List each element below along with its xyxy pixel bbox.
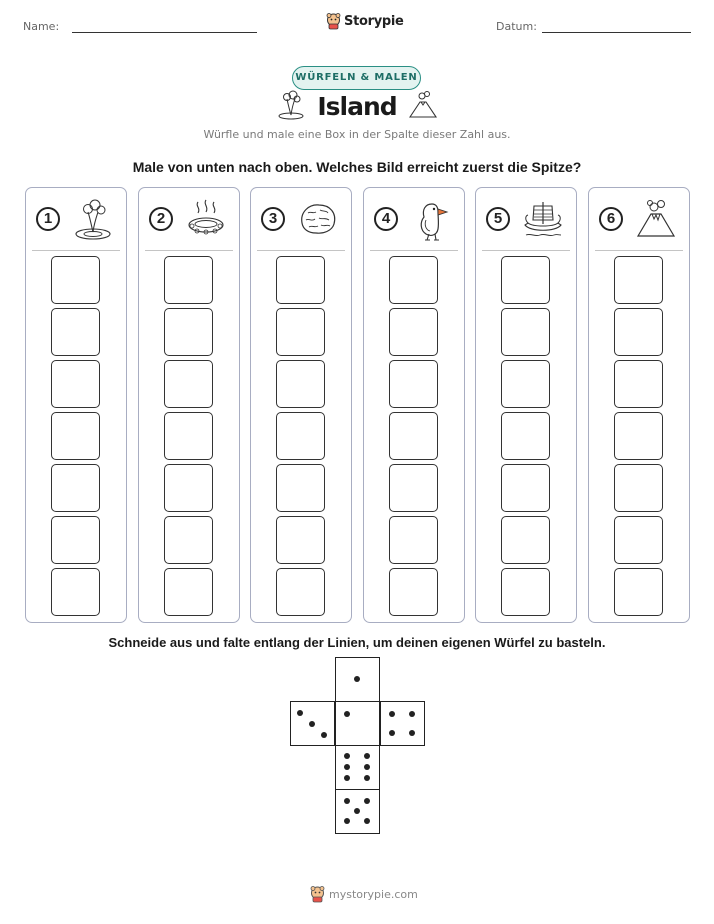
pip <box>297 710 303 716</box>
color-box[interactable] <box>501 568 550 616</box>
pip <box>344 753 350 759</box>
die-face-6 <box>335 745 380 790</box>
color-box[interactable] <box>51 464 100 512</box>
pip <box>364 764 370 770</box>
number-circle: 3 <box>261 207 285 231</box>
footer <box>310 886 418 903</box>
lava-rock-icon <box>297 198 339 242</box>
color-box[interactable] <box>389 412 438 460</box>
column-header <box>36 198 118 242</box>
number-circle: 5 <box>486 207 510 231</box>
column-header <box>149 198 231 242</box>
column-header <box>486 198 568 242</box>
color-box[interactable] <box>276 516 325 564</box>
color-box[interactable] <box>614 412 663 460</box>
column-divider <box>595 250 683 251</box>
color-box[interactable] <box>164 360 213 408</box>
color-box[interactable] <box>164 516 213 564</box>
color-box[interactable] <box>276 256 325 304</box>
die-face-5 <box>335 789 380 834</box>
color-box[interactable] <box>501 308 550 356</box>
die-face-1 <box>335 657 380 702</box>
pip <box>364 775 370 781</box>
pip <box>409 711 415 717</box>
color-box[interactable] <box>164 256 213 304</box>
column-5 <box>475 187 577 623</box>
column-header <box>599 198 681 242</box>
die-face-4 <box>380 701 425 746</box>
color-box[interactable] <box>276 464 325 512</box>
color-box[interactable] <box>276 412 325 460</box>
brand-name: Storypie <box>344 14 404 29</box>
brand-logo <box>326 13 404 30</box>
category-badge: WÜRFELN & MALEN <box>292 66 421 90</box>
color-box[interactable] <box>51 568 100 616</box>
page-title: Island <box>317 92 397 121</box>
color-box[interactable] <box>276 568 325 616</box>
number-circle: 1 <box>36 207 60 231</box>
color-box[interactable] <box>389 360 438 408</box>
color-box[interactable] <box>51 412 100 460</box>
color-box[interactable] <box>501 256 550 304</box>
color-box[interactable] <box>389 308 438 356</box>
storypie-mascot-icon <box>310 886 325 903</box>
color-box[interactable] <box>614 256 663 304</box>
viking-ship-icon <box>522 198 564 242</box>
number-circle: 6 <box>599 207 623 231</box>
color-box[interactable] <box>164 464 213 512</box>
column-2 <box>138 187 240 623</box>
cut-instruction: Schneide aus und falte entlang der Linien, um deinen eigenen Würfel zu basteln. <box>108 635 606 650</box>
pip <box>344 711 350 717</box>
color-box[interactable] <box>51 256 100 304</box>
number-circle: 2 <box>149 207 173 231</box>
column-4 <box>363 187 465 623</box>
pip <box>344 818 350 824</box>
color-box[interactable] <box>276 360 325 408</box>
pip <box>309 721 315 727</box>
column-divider <box>32 250 120 251</box>
subtitle: Würfle und male eine Box in der Spalte dieser Zahl aus. <box>203 128 511 141</box>
date-label: Datum: <box>496 20 537 33</box>
color-box[interactable] <box>389 256 438 304</box>
date-line <box>542 32 691 33</box>
color-box[interactable] <box>164 412 213 460</box>
color-box[interactable] <box>614 516 663 564</box>
instruction-text: Male von unten nach oben. Welches Bild erreicht zuerst die Spitze? <box>132 159 582 175</box>
pip <box>389 711 395 717</box>
color-box[interactable] <box>164 568 213 616</box>
color-box[interactable] <box>389 516 438 564</box>
color-box[interactable] <box>614 360 663 408</box>
pip <box>354 676 360 682</box>
column-divider <box>257 250 345 251</box>
color-box[interactable] <box>51 308 100 356</box>
pip <box>354 808 360 814</box>
color-box[interactable] <box>501 412 550 460</box>
hot-spring-icon <box>185 198 227 242</box>
column-1 <box>25 187 127 623</box>
pip <box>409 730 415 736</box>
puffin-icon <box>410 198 452 242</box>
volcano-icon <box>635 198 677 242</box>
color-box[interactable] <box>501 516 550 564</box>
pip <box>344 775 350 781</box>
number-circle: 4 <box>374 207 398 231</box>
color-box[interactable] <box>51 360 100 408</box>
name-line <box>72 32 257 33</box>
column-header <box>261 198 343 242</box>
color-box[interactable] <box>614 464 663 512</box>
color-box[interactable] <box>389 464 438 512</box>
die-face-1 <box>335 701 380 746</box>
column-header <box>374 198 456 242</box>
volcano-title-icon <box>408 90 438 120</box>
pip <box>364 798 370 804</box>
column-3 <box>250 187 352 623</box>
pip <box>364 818 370 824</box>
column-divider <box>145 250 233 251</box>
name-label: Name: <box>23 20 60 33</box>
pip <box>364 753 370 759</box>
color-box[interactable] <box>614 308 663 356</box>
color-box[interactable] <box>614 568 663 616</box>
column-6 <box>588 187 690 623</box>
color-box[interactable] <box>389 568 438 616</box>
footer-url: mystorypie.com <box>329 888 418 901</box>
pip <box>344 764 350 770</box>
column-divider <box>370 250 458 251</box>
column-divider <box>482 250 570 251</box>
color-box[interactable] <box>51 516 100 564</box>
color-box[interactable] <box>276 308 325 356</box>
die-face-3 <box>290 701 335 746</box>
color-box[interactable] <box>164 308 213 356</box>
pip <box>344 798 350 804</box>
pip <box>389 730 395 736</box>
geyser-icon <box>72 198 114 242</box>
pip <box>321 732 327 738</box>
color-box[interactable] <box>501 360 550 408</box>
storypie-mascot-icon <box>326 13 341 30</box>
color-box[interactable] <box>501 464 550 512</box>
